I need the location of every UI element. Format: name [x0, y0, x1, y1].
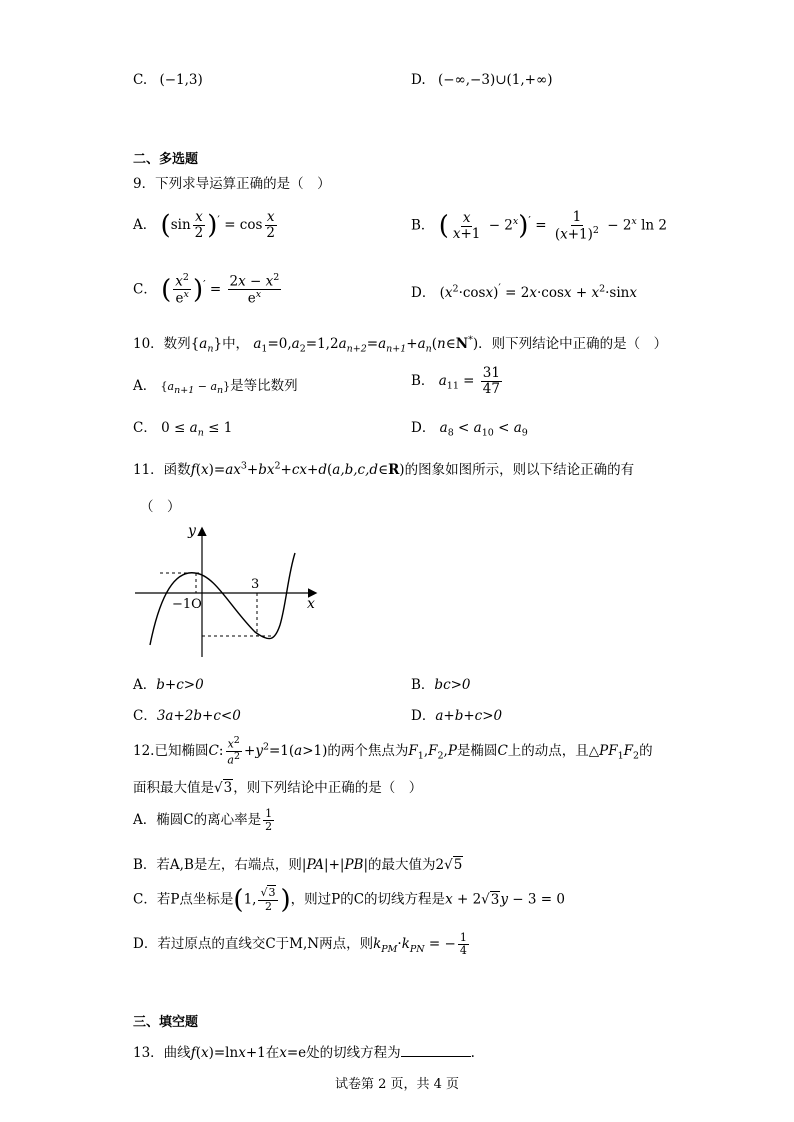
q12-line2-suffix: ，则下列结论中正确的是（ ） [233, 780, 423, 796]
q10-stem-suffix: ．则下列结论中正确的是（ ） [478, 336, 668, 352]
option-value: (−∞,−3)∪(1,+∞) [437, 72, 553, 88]
origin-label: −1O [172, 597, 202, 612]
q12-stem-line2: 面积最大值是√3，则下列结论中正确的是（ ） [133, 780, 423, 796]
q12-option-c: C．若P点坐标是(1, $\frac{√3}{2}$ )，则过P的C的切线方程是x + 2√3y − 3 = 0 [133, 885, 565, 915]
option-text: 是等比数列 [230, 378, 298, 394]
option-label: C． [133, 708, 157, 724]
q10-option-d: D． $a_8 < a_{10} < a_9$ [411, 420, 528, 439]
option-label: A． [133, 378, 157, 394]
option-label: C． [133, 281, 157, 298]
q11-option-c [133, 704, 241, 724]
option-value: (−1,3) [159, 72, 203, 88]
q11-option-d [411, 704, 502, 724]
q10-option-b: B． $a_{11}$ = $\frac{31}{47}$ [411, 365, 500, 397]
option-text: B．若A,B是左，右端点，则 [133, 857, 302, 873]
q11-stem: 11．函数$f(x)=ax^3+bx^2+cx+d(a,b,c,d\in R)$的图象如图所示，则以下结论正确的有 [133, 460, 635, 478]
q12-option-b: B．若A,B是左，右端点，则|PA|+|PB|的最大值为2√5 [133, 857, 463, 873]
q12-option-a: A．椭圆C的离心率是 $\frac{1}{2}$ [133, 807, 273, 834]
q10-stem-prefix: 10．数列 [133, 336, 191, 352]
q12-stem-mid1: 的两个焦点为 [327, 742, 409, 759]
q8-option-c [133, 72, 203, 88]
option-label: B． [411, 217, 435, 234]
q13-stem-suffix: 处的切线方程为 [306, 1045, 401, 1061]
section-title-fill-in: 三、填空题 [133, 1015, 199, 1030]
q12-stem-line1: 12.已知椭圆C: $\frac{x^2}{a^2}$ $+y^2=1(a>1)$的两个焦点为$F_1,F_2,P$是椭圆C上的动点，且$\triangle PF_1F_2$的 [133, 735, 653, 767]
q9-option-d: D． $(x^2\cdot\cos x)' = 2x\cdot\cos x + x^2\cdot\sin x$ [411, 281, 637, 301]
q10-option-a: A． $\{a_{n+1} - a_n\}$是等比数列 [133, 378, 298, 397]
q13-stem: 13．曲线f(x)=lnx+1在x=e处的切线方程为 . [133, 1045, 475, 1061]
q12-stem-mid3: 上的动点，且△ [507, 742, 600, 759]
q10-stem: 10．数列$\{a_n\}$中， $a_1=0,a_2=1,2a_{n+2}=a_{n+1}+a_n(n\in N^*)$．则下列结论中正确的是（ ） [133, 334, 668, 355]
q11-stem-prefix: 11．函数 [133, 462, 191, 478]
option-label: A． [133, 216, 157, 233]
option-label: D． [411, 420, 436, 436]
option-expr: 3a+2b+c<0 [156, 708, 241, 724]
option-label: C. [133, 72, 148, 88]
q11-stem-paren: （ ） [140, 499, 181, 515]
option-expr: a+b+c>0 [435, 708, 503, 724]
y-label: y [188, 523, 196, 539]
option-text-2: 的最大值为 [368, 857, 436, 873]
q12-line2-prefix: 面积最大值是 [133, 780, 214, 796]
answer-blank[interactable] [401, 1044, 471, 1057]
q13-stem-prefix: 13．曲线 [133, 1045, 191, 1061]
q13-stem-end: . [470, 1045, 475, 1061]
q11-option-b [411, 673, 471, 693]
option-label: B． [411, 677, 435, 693]
q10-stem-middle: 中， [222, 336, 250, 352]
option-expr: bc>0 [434, 677, 471, 693]
x-label: x [307, 596, 315, 612]
q9-stem: 9．下列求导运算正确的是（ ） [133, 176, 331, 192]
q12-stem-end: 的 [639, 742, 653, 759]
option-text: C．若P点坐标是 [133, 891, 234, 908]
option-label: B． [411, 372, 435, 389]
option-label: D． [411, 708, 436, 724]
q12-stem-prefix: 12.已知椭圆 [133, 742, 209, 759]
option-label: D. [411, 72, 426, 88]
three-label: 3 [251, 577, 260, 592]
q8-option-d [411, 72, 553, 88]
option-text: D．若过原点的直线交C于M,N两点，则 [133, 936, 374, 953]
option-label: C． [133, 420, 157, 436]
q12-option-d: D．若过原点的直线交C于M,N两点，则$k_{PM}\cdot k_{PN}$ = − $\frac{1}{4}$ [133, 931, 467, 958]
option-text: A．椭圆C的离心率是 [133, 812, 262, 829]
q13-stem-mid: 在 [265, 1045, 280, 1061]
section-title-multiple-choice: 二、多选题 [133, 152, 199, 167]
option-label: D． [411, 285, 436, 301]
q9-option-b: B． ( $\frac{x}{x+1}$ − $2^x)'$ = $\frac{1}{(x+1)^2}$ − $2^x$ ln 2 [411, 209, 667, 243]
option-expr: b+c>0 [156, 677, 204, 693]
q9-option-c: C． ( $\frac{x^2}{e^x}$ )′ = $\frac{2x - x^2}{e^x}$ [133, 272, 280, 307]
q9-option-a: A． (sin $\frac{x}{2}$ )′ = cos $\frac{x}{2}$ [133, 209, 276, 241]
q11-stem-suffix: 的图象如图所示，则以下结论正确的有 [404, 462, 635, 478]
option-label: A． [133, 677, 157, 693]
q11-function-graph [130, 515, 330, 665]
q10-option-c: C． $0 \le a_n \le 1$ [133, 420, 233, 439]
q12-stem-mid2: 是椭圆 [456, 742, 498, 759]
page-footer: 试卷第 2 页，共 4 页 [334, 1077, 460, 1092]
option-text-2: ，则过P的C的切线方程是 [290, 891, 446, 908]
q11-option-a [133, 673, 204, 693]
